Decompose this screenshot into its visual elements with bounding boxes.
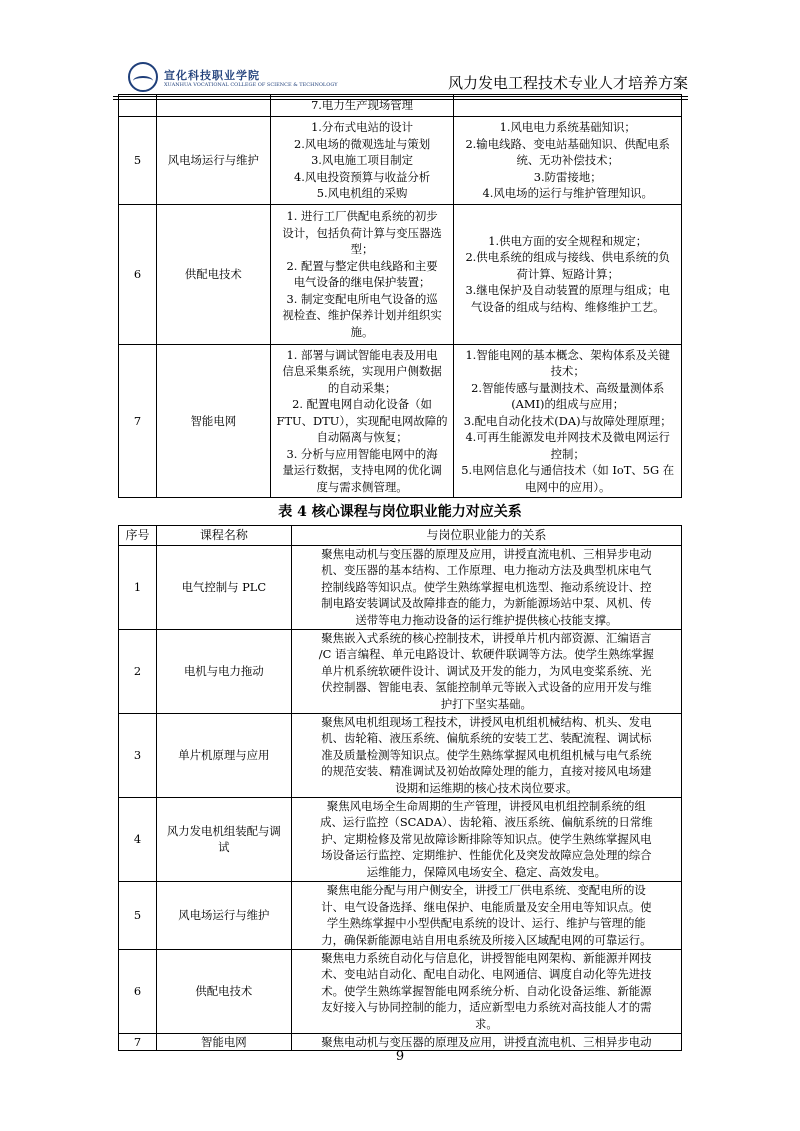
course-ability-table bbox=[118, 525, 682, 1051]
school-name: 宣化科技职业学院 bbox=[164, 69, 260, 82]
text-line: 运维能力，保障风电场安全、稳定、高效发电。 bbox=[366, 864, 606, 879]
text-line: 信息采集系统，实现用户侧数据 bbox=[282, 364, 442, 378]
table-row bbox=[119, 1033, 682, 1051]
text-line: 2. 配置与整定供电线路和主要 bbox=[286, 258, 438, 273]
course-task-table bbox=[118, 94, 682, 498]
text-line: 机、齿轮箱、液压系统、偏航系统的安装工艺、装配流程、调试标 bbox=[321, 731, 652, 746]
text-line: 护、定期检修及常见故障诊断排除等知识点。使学生熟练掌握风电 bbox=[321, 831, 652, 846]
row-number: 3 bbox=[119, 713, 157, 797]
course-name: 电机与电力拖动 bbox=[156, 629, 291, 713]
text-line: 型； bbox=[350, 242, 374, 256]
text-line: 术、变电站自动化、配电自动化、电网通信、调度自动化等先进技 bbox=[321, 967, 652, 982]
header-num: 序号 bbox=[119, 526, 157, 546]
text-line: 视检查、维护保养计划并组织实 bbox=[282, 308, 442, 322]
logo-emblem-icon bbox=[128, 62, 158, 92]
text-line: 聚焦电动机与变压器的原理及应用，讲授直流电机、三相异步电动 bbox=[321, 1034, 652, 1049]
text-line: 3. 制定变配电所电气设备的巡 bbox=[286, 291, 438, 306]
row-number: 2 bbox=[119, 629, 157, 713]
text-line: 设计，包括负荷计算与变压器选 bbox=[282, 225, 442, 240]
text-line: 计、电气设备选择、继电保护、电能质量及安全用电等知识点。使 bbox=[321, 899, 652, 914]
row-number: 7 bbox=[119, 344, 157, 498]
text-line: 3.继电保护及自动装置的原理与组成；电 bbox=[465, 283, 670, 298]
text-line: 技术； bbox=[550, 364, 585, 378]
work-tasks-cell bbox=[270, 204, 454, 344]
table-row bbox=[119, 545, 682, 629]
table-row bbox=[119, 881, 682, 949]
text-line: 2.输电线路、变电站基础知识、供配电系 bbox=[465, 136, 670, 151]
table-caption: 表 4 核心课程与岗位职业能力对应关系 bbox=[278, 504, 522, 520]
text-line: 荷计算、短路计算； bbox=[516, 266, 619, 281]
row-number: 6 bbox=[119, 204, 157, 344]
text-line: 2.风电场的微观选址与策划 bbox=[293, 136, 431, 151]
table-row bbox=[119, 713, 682, 797]
row-number: 6 bbox=[119, 949, 157, 1033]
page-number: 9 bbox=[395, 1049, 405, 1064]
text-line: 求。 bbox=[474, 1016, 498, 1031]
text-line: 2. 配置电网自动化设备（如 bbox=[292, 397, 432, 411]
row-number: 5 bbox=[119, 117, 157, 205]
relation-description bbox=[291, 629, 681, 713]
text-line: 控制线路等知识点。使学生熟练掌握电机选型、拖动系统设计、控 bbox=[321, 579, 652, 594]
row-number: 7 bbox=[119, 1033, 157, 1051]
work-tasks-cell bbox=[270, 117, 454, 205]
row-number: 4 bbox=[119, 797, 157, 881]
text-line: 制电路安装调试及故障排查的能力，为新能源场站中泵、风机、传 bbox=[321, 596, 652, 611]
knowledge-cell bbox=[454, 117, 682, 205]
carryover-cell: 7.电力生产现场管理 bbox=[270, 95, 454, 117]
table-row bbox=[119, 117, 682, 205]
text-line: 电气设备的继电保护装置； bbox=[293, 275, 431, 289]
text-line: 5.风电机组的采购 bbox=[316, 186, 408, 200]
header-relation: 与岗位职业能力的关系 bbox=[291, 526, 681, 546]
text-line: 聚焦电能分配与用户侧安全，讲授工厂供电系统、变配电所的设 bbox=[326, 883, 646, 897]
relation-description bbox=[291, 1033, 681, 1051]
row-number: 1 bbox=[119, 545, 157, 629]
knowledge-cell bbox=[454, 204, 682, 344]
course-name: 风力发电机组装配与调试 bbox=[156, 797, 291, 881]
text-line: 护打下坚实基础。 bbox=[440, 696, 532, 711]
table-header-row bbox=[119, 526, 682, 546]
text-line: 统、无功补偿技术； bbox=[516, 153, 619, 167]
text-line: 伏控制器、智能电表、氢能控制单元等嵌入式设备的应用开发与维 bbox=[321, 680, 652, 695]
school-subtitle: XUANHUA VOCATIONAL COLLEGE OF SCIENCE & TECHNOLOGY bbox=[164, 82, 338, 88]
text-line: (AMI)的组成与应用； bbox=[511, 397, 625, 411]
text-line: 友好接入与协同控制的能力，适应新型电力系统对高技能人才的需 bbox=[321, 1000, 652, 1015]
table-row bbox=[119, 204, 682, 344]
text-line: 3.防雷接地； bbox=[533, 169, 602, 184]
text-line: 控制； bbox=[550, 446, 585, 461]
table-row bbox=[119, 344, 682, 498]
text-line: 聚焦风电场全生命周期的生产管理，讲授风电机组控制系统的组 bbox=[326, 798, 646, 813]
relation-description bbox=[291, 949, 681, 1033]
course-name: 风电场运行与维护 bbox=[156, 881, 291, 949]
course-name: 电气控制与 PLC bbox=[156, 545, 291, 629]
table-row bbox=[119, 95, 682, 117]
text-line: 3.风电施工项目制定 bbox=[311, 153, 414, 167]
text-line: 1.分布式电站的设计 bbox=[311, 120, 414, 134]
text-line: 聚焦风电机组现场工程技术，讲授风电机组机械结构、机头、发电 bbox=[321, 714, 652, 729]
text-line: 的自动采集； bbox=[327, 380, 397, 395]
relation-description bbox=[291, 545, 681, 629]
text-line: 聚焦电动机与变压器的原理及应用，讲授直流电机、三相异步电动 bbox=[321, 546, 652, 561]
course-name: 智能电网 bbox=[156, 344, 270, 498]
text-line: 1. 进行工厂供配电系统的初步 bbox=[286, 209, 438, 223]
work-tasks-cell bbox=[270, 344, 454, 498]
text-line: 术。使学生熟练掌握智能电网系统分析、自动化设备运维、新能源 bbox=[321, 983, 652, 998]
row-number: 5 bbox=[119, 881, 157, 949]
text-line: 学生熟练掌握中小型供配电系统的设计、运行、维护与管理的能 bbox=[326, 916, 646, 930]
text-line: 量运行数据，支持电网的优化调 bbox=[282, 463, 442, 477]
relation-description bbox=[291, 797, 681, 881]
text-line: 准及质量检测等知识点。使学生熟练掌握风电机组机械与电气系统 bbox=[321, 747, 652, 762]
table-row bbox=[119, 797, 682, 881]
text-line: 1.供电方面的安全规程和规定； bbox=[488, 233, 648, 248]
text-line: 设期和运维期的核心技术岗位要求。 bbox=[395, 780, 578, 795]
course-name: 智能电网 bbox=[156, 1033, 291, 1051]
text-line: 施。 bbox=[350, 324, 374, 339]
text-line: 聚焦电力系统自动化与信息化，讲授智能电网架构、新能源并网技 bbox=[321, 950, 652, 965]
table-row bbox=[119, 949, 682, 1033]
text-line: 力，确保新能源电站自用电系统及所接入区域配电网的可靠运行。 bbox=[321, 932, 652, 947]
text-line: FTU、DTU），实现配电网故障的 bbox=[276, 413, 448, 428]
text-line: 1.风电电力系统基础知识； bbox=[499, 120, 636, 134]
text-line: 度与需求侧管理。 bbox=[316, 479, 408, 494]
text-line: 5.电网信息化与通信技术（如 IoT、5G 在 bbox=[461, 463, 675, 477]
text-line: 2.智能传感与量测技术、高级量测体系 bbox=[471, 380, 665, 395]
course-name: 单片机原理与应用 bbox=[156, 713, 291, 797]
text-line: 气设备的组成与结构、维修维护工艺。 bbox=[470, 299, 665, 314]
text-line: 电网中的应用）。 bbox=[524, 479, 611, 494]
relation-description bbox=[291, 881, 681, 949]
text-line: 2.供电系统的组成与接线、供电系统的负 bbox=[465, 250, 670, 265]
text-line: 3. 分析与应用智能电网中的海 bbox=[286, 446, 438, 461]
course-name: 风电场运行与维护 bbox=[156, 117, 270, 205]
text-line: 成、运行监控（SCADA）、齿轮箱、液压系统、偏航系统的日常维 bbox=[320, 815, 653, 830]
header-course: 课程名称 bbox=[156, 526, 291, 546]
text-line: 机、变压器的基本结构、工作原理、电力拖动方法及典型机床电气 bbox=[321, 563, 652, 578]
text-line: 送带等电力拖动设备的运行维护提供核心技能支撑。 bbox=[355, 612, 618, 627]
text-line: 1. 部署与调试智能电表及用电 bbox=[286, 347, 438, 362]
text-line: 单片机系统软硬件设计、调试及开发的能力，为风电变桨系统、光 bbox=[321, 663, 652, 678]
text-line: 3.配电自动化技术(DA)与故障处理原理； bbox=[463, 413, 672, 428]
knowledge-cell bbox=[454, 344, 682, 498]
text-line: /C 语言编程、单元电路设计、软硬件联调等方法。使学生熟练掌握 bbox=[318, 647, 654, 662]
course-name: 供配电技术 bbox=[156, 204, 270, 344]
relation-description bbox=[291, 713, 681, 797]
text-line: 1.智能电网的基本概念、架构体系及关键 bbox=[465, 347, 670, 362]
document-title: 风力发电工程技术专业人才培养方案 bbox=[447, 74, 688, 92]
course-name: 供配电技术 bbox=[156, 949, 291, 1033]
text-line: 4.风电场的运行与维护管理知识。 bbox=[482, 186, 653, 200]
text-line: 的规范安装、精准调试及初始故障处理的能力，直接对接风电场建 bbox=[321, 764, 652, 779]
school-logo bbox=[126, 62, 338, 98]
text-line: 4.风电投资预算与收益分析 bbox=[293, 169, 431, 184]
text-line: 聚焦嵌入式系统的核心控制技术，讲授单片机内部资源、汇编语言 bbox=[321, 630, 652, 645]
table-row bbox=[119, 629, 682, 713]
text-line: 自动隔离与恢复； bbox=[316, 430, 408, 444]
text-line: 场设备运行监控、定期维护、性能优化及突发故障应急处理的综合 bbox=[321, 848, 652, 863]
text-line: 4.可再生能源发电并网技术及微电网运行 bbox=[465, 430, 670, 444]
